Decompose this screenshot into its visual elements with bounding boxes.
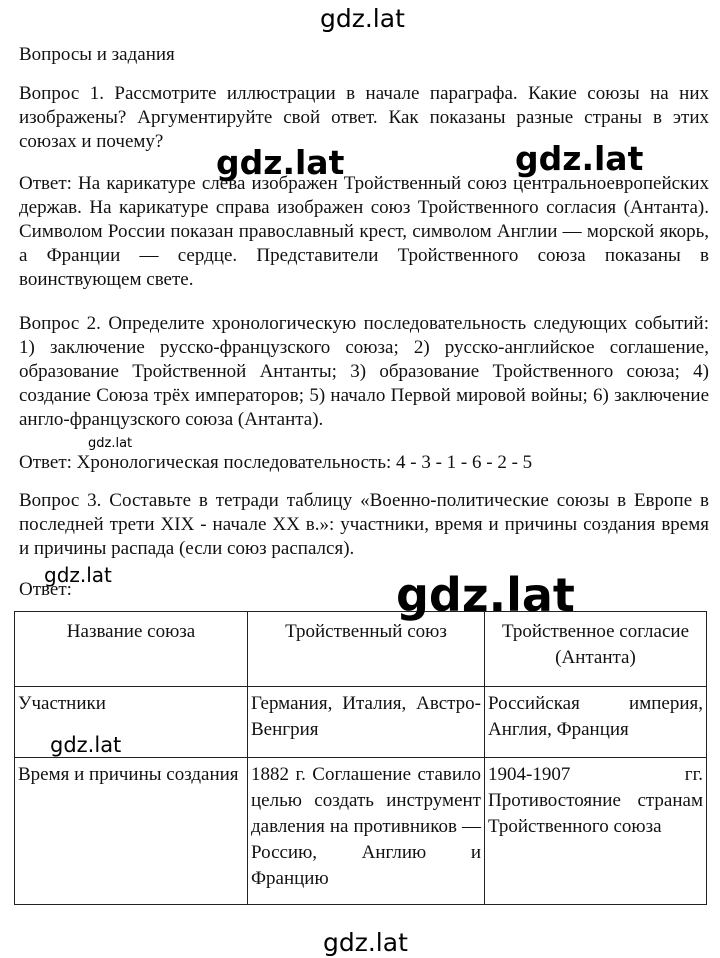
watermark: gdz.lat xyxy=(88,436,133,451)
watermark: gdz.lat xyxy=(50,733,122,757)
section-heading: Вопросы и задания xyxy=(19,44,175,65)
answer-2: Ответ: Хронологическая последовательность: 4 - 3 - 1 - 6 - 2 - 5 xyxy=(19,452,533,473)
table-cell: Участники xyxy=(15,687,248,758)
table-cell: Германия, Италия, Австро-Венгрия xyxy=(248,687,485,758)
question-2: Вопрос 2. Определите хронологическую последовательность следующих событий: 1) заключение русско-французского союза; 2) русско-английское соглашение, образование Тройственной Антанты; 3) образование Тройственного союза; 4) создание Союза трёх императоров; 5) начало Первой мировой войны; 6) заключение англо-французского союза (Антанта). xyxy=(19,313,709,430)
table-header-cell: Название союза xyxy=(15,612,248,687)
question-3: Вопрос 3. Составьте в тетради таблицу «Военно-политические союзы в Европе в последней трети XIX - начале XX в.»: участники, время и причины создания время и причины распада (если союз распался). xyxy=(19,490,709,559)
table-cell: 1904-1907 гг. Противостояние странам Тройственного союза xyxy=(485,758,707,905)
table-cell: 1882 г. Соглашение ставило целью создать инструмент давления на противников — Россию, Англию и Францию xyxy=(248,758,485,905)
table-header-cell: Тройственное согласие (Антанта) xyxy=(485,612,707,687)
watermark: gdz.lat xyxy=(216,143,345,182)
answer-1: Ответ: На карикатуре слева изображен Тройственный союз центральноевропейских держав. На карикатуре справа изображен союз Тройственного согласия (Антанта). Символом России показан православный крест, символом Англии — морской якорь, а Франции — сердце. Представители Тройственного союза показаны в воинствующем свете. xyxy=(19,173,709,290)
watermark: gdz.lat xyxy=(515,139,644,178)
watermark-top: gdz.lat xyxy=(320,4,405,33)
answer-3-label: Ответ: xyxy=(19,579,72,600)
alliances-table xyxy=(14,611,707,905)
table-row xyxy=(15,758,707,905)
watermark-bottom: gdz.lat xyxy=(323,928,408,957)
table-cell: Российская империя, Англия, Франция xyxy=(485,687,707,758)
table-cell: Время и причины создания xyxy=(15,758,248,905)
table-header-cell: Тройственный союз xyxy=(248,612,485,687)
watermark: gdz.lat xyxy=(44,563,112,587)
watermark: gdz.lat xyxy=(396,568,575,622)
question-1: Вопрос 1. Рассмотрите иллюстрации в начале параграфа. Какие союзы на них изображены? Аргументируйте свой ответ. Как показаны разные страны в этих союзах и почему? xyxy=(19,83,709,152)
table-header-row xyxy=(15,612,707,687)
